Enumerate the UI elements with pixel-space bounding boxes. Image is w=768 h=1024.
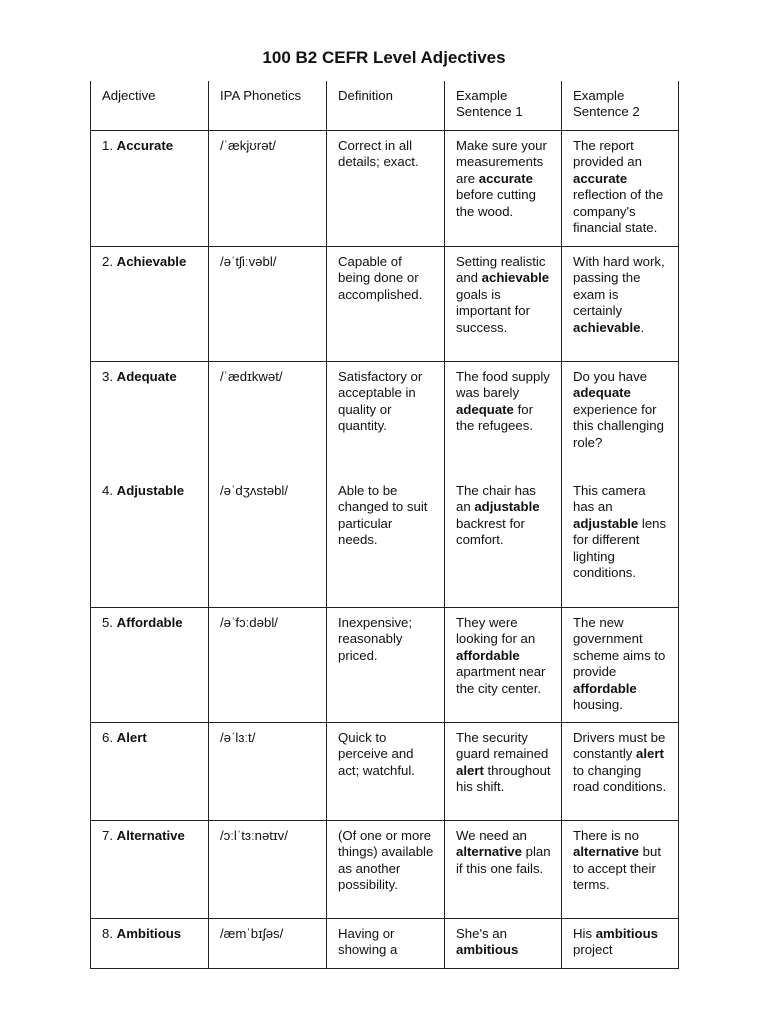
example-2-cell [562,821,679,919]
example-text: reflection of the company's financial state. [573,187,664,236]
definition-cell: Satisfactory or acceptable in quality or quantity. [327,362,445,477]
ipa-cell: /əˈtʃiːvəbl/ [209,247,327,362]
example-text: This camera has an [573,483,646,515]
example-keyword: adjustable [474,499,540,515]
example-2-cell [562,919,679,969]
document-title: 100 B2 CEFR Level Adjectives [262,48,506,67]
definition-cell: (Of one or more things) available as another possibility. [327,821,445,919]
adjective-cell [91,919,209,969]
example-text: apartment near the city center. [456,664,546,696]
example-1-cell [445,608,562,723]
row-number: 1. [102,138,113,153]
table-row [91,131,679,247]
adjective-cell [91,476,209,608]
table-row [91,608,679,723]
example-1-cell [445,821,562,919]
ipa-cell: /æmˈbɪʃəs/ [209,919,327,969]
example-keyword: achievable [573,319,641,335]
adjective-word: Affordable [116,615,183,630]
adjective-cell [91,608,209,723]
adjective-word: Achievable [116,254,187,269]
example-text: The security guard remained [456,730,549,762]
header-example-1: Example Sentence 1 [445,81,562,131]
example-keyword: alert [636,746,664,762]
ipa-cell: /ˈækjʊrət/ [209,131,327,247]
example-text: The food supply was barely [456,369,550,401]
example-2-cell [562,608,679,723]
example-text: Do you have [573,369,648,384]
example-text: . [640,319,645,335]
adjective-word: Adequate [116,369,177,384]
example-keyword: affordable [573,680,637,696]
example-text: Drivers must be constantly [573,730,666,762]
table-row [91,723,679,821]
example-keyword: adequate [573,385,631,401]
example-keyword: adequate [456,401,514,417]
ipa-cell: /əˈlɜːt/ [209,723,327,821]
example-1-cell [445,362,562,477]
definition-cell: Inexpensive; reasonably priced. [327,608,445,723]
example-text: Make sure your measurements are [456,138,547,186]
example-text: lens for different lighting conditions. [573,515,667,581]
example-text: but to accept their terms. [573,844,661,893]
table-header-row [91,81,679,131]
definition-cell: Able to be changed to suit particular needs. [327,476,445,608]
definition-cell: Having or showing a [327,919,445,969]
header-example-2: Example Sentence 2 [562,81,679,131]
row-number: 6. [102,730,113,745]
example-keyword: adjustable [573,515,639,531]
ipa-cell: /əˈfɔːdəbl/ [209,608,327,723]
example-keyword: ambitious [595,926,658,941]
example-text: housing. [573,697,623,713]
adjective-cell [91,131,209,247]
adjective-word: Alternative [116,828,185,843]
ipa-cell: /ɔːlˈtɜːnətɪv/ [209,821,327,919]
example-1-cell [445,247,562,362]
table-row [91,362,679,477]
example-1-cell [445,723,562,821]
example-text: plan if this one fails. [456,844,551,876]
example-text: His [573,926,596,941]
adjective-word: Ambitious [116,926,182,941]
adjective-word: Adjustable [116,483,185,498]
example-keyword: alert [456,762,484,778]
example-keyword: accurate [573,170,628,186]
example-keyword: ambitious [456,942,519,958]
example-keyword: accurate [478,170,533,186]
definition-cell: Quick to perceive and act; watchful. [327,723,445,821]
row-number: 2. [102,254,113,269]
header-adjective: Adjective [91,81,209,131]
adjective-cell [91,362,209,477]
adjective-cell [91,247,209,362]
row-number: 4. [102,483,113,498]
example-text: backrest for comfort. [456,515,525,548]
header-definition: Definition [327,81,445,131]
example-2-cell [562,247,679,362]
ipa-cell: /ˈædɪkwət/ [209,362,327,477]
example-text: They were looking for an [456,615,536,647]
ipa-cell: /əˈdʒʌstəbl/ [209,476,327,608]
adjective-cell [91,821,209,919]
row-number: 7. [102,828,113,843]
example-text: She's an [456,926,507,941]
example-keyword: achievable [481,270,550,286]
example-1-cell [445,131,562,247]
definition-cell: Correct in all details; exact. [327,131,445,247]
example-text: project [573,942,613,958]
example-text: experience for this challenging role? [573,401,664,450]
table-row [91,247,679,362]
example-2-cell [562,723,679,821]
example-text: throughout his shift. [456,762,551,795]
adjective-word: Accurate [116,138,174,153]
table-row [91,919,679,969]
header-ipa: IPA Phonetics [209,81,327,131]
example-text: We need an [456,828,527,843]
adjectives-table [90,81,679,969]
example-text: before cutting the wood. [456,187,536,219]
table-row [91,821,679,919]
example-keyword: alternative [456,844,522,860]
row-number: 3. [102,369,113,384]
adjective-cell [91,723,209,821]
example-2-cell [562,476,679,608]
example-text: Setting realistic and [456,254,546,286]
row-number: 5. [102,615,113,630]
row-number: 8. [102,926,113,941]
example-text: for the refugees. [456,401,533,434]
example-text: With hard work, passing the exam is certainly [573,254,665,319]
adjective-word: Alert [116,730,147,745]
example-1-cell [445,919,562,969]
example-keyword: alternative [573,844,639,860]
definition-cell: Capable of being done or accomplished. [327,247,445,362]
example-text: goals is important for success. [456,286,531,335]
example-2-cell [562,131,679,247]
example-text: The report provided an [573,138,642,170]
table-row [91,476,679,608]
example-2-cell [562,362,679,477]
example-text: There is no [573,828,639,843]
example-text: to changing road conditions. [573,762,667,795]
example-keyword: affordable [456,647,520,663]
example-text: The chair has an [456,483,536,515]
example-text: The new government scheme aims to provide [573,615,666,680]
example-1-cell [445,476,562,608]
